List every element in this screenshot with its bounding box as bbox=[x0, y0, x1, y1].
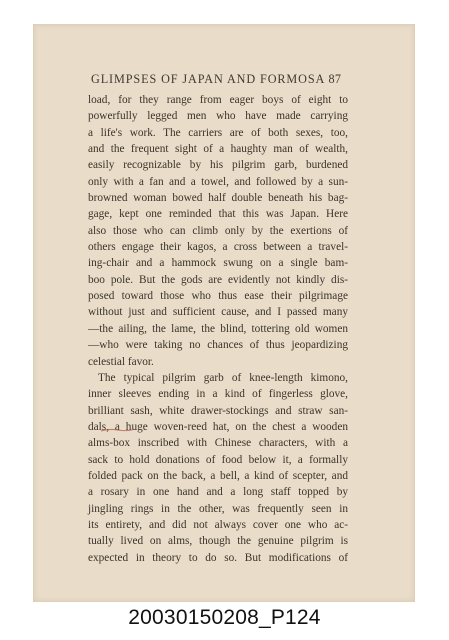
text-line: brilliant sash, white drawer-stockings and straw san- bbox=[88, 404, 348, 417]
text-line: easily recognizable by his pilgrim garb, burdened bbox=[88, 159, 348, 172]
paragraph-first-line: The typical pilgrim garb of knee-length kimono, bbox=[98, 371, 348, 384]
text-line: alms-box inscribed with Chinese characters, with a bbox=[88, 437, 348, 450]
text-line: dals, a huge woven-reed hat, on the chest a wooden bbox=[88, 420, 348, 433]
page-number: 87 bbox=[328, 72, 342, 86]
running-title: GLIMPSES OF JAPAN AND FORMOSA bbox=[91, 72, 325, 86]
text-line: tually lived on alms, though the genuine pilgrim is bbox=[88, 535, 348, 548]
text-line: a life's work. The carriers are of both sexes, too, bbox=[88, 126, 348, 139]
text-line: —the ailing, the lame, the blind, tottering old women bbox=[88, 322, 348, 335]
text-line: powerfully legged men who have made carrying bbox=[88, 110, 348, 123]
text-line: without just and sufficient cause, and I passed many bbox=[88, 306, 348, 319]
text-line: ing-chair and a hammock swung on a single bam- bbox=[88, 257, 348, 270]
text-line: and the frequent sight of a haughty man of wealth, bbox=[88, 143, 348, 156]
text-line: folded pack on the back, a bell, a kind of scepter, and bbox=[88, 469, 348, 482]
text-line: —who were taking no chances of thus jeopardizing bbox=[88, 339, 348, 352]
pencil-underline-mark bbox=[100, 427, 134, 433]
text-line: posed toward those who thus ease their pilgrimage bbox=[88, 290, 348, 303]
image-id-caption: 20030150208_P124 bbox=[128, 606, 321, 629]
running-header bbox=[91, 72, 345, 87]
text-line: its entirety, and did not always cover one who ac- bbox=[88, 518, 348, 531]
page-body-text bbox=[88, 92, 348, 566]
text-line: inner sleeves ending in a kind of fingerless glove, bbox=[88, 388, 348, 401]
text-line: also those who can climb only by the exertions of bbox=[88, 224, 348, 237]
text-line: sack to hold donations of food below it, a formally bbox=[88, 453, 348, 466]
text-line: a rosary in one hand and a long staff topped by bbox=[88, 486, 348, 499]
text-line: jingling rings in the other, was frequently seen in bbox=[88, 502, 348, 515]
text-line: load, for they range from eager boys of eight to bbox=[88, 94, 348, 106]
text-line: expected in theory to do so. But modifications of bbox=[88, 551, 348, 564]
text-line: only with a fan and a towel, and followed by a sun- bbox=[88, 175, 348, 188]
text-line: gage, kept one reminded that this was Japan. Here bbox=[88, 208, 348, 221]
text-line: others engage their kagos, a cross between a travel- bbox=[88, 241, 348, 254]
text-line: browned woman bowed half double beneath his bag- bbox=[88, 192, 348, 205]
text-line: celestial favor. bbox=[88, 355, 154, 368]
text-line: boo pole. But the gods are evidently not kindly dis- bbox=[88, 273, 348, 286]
